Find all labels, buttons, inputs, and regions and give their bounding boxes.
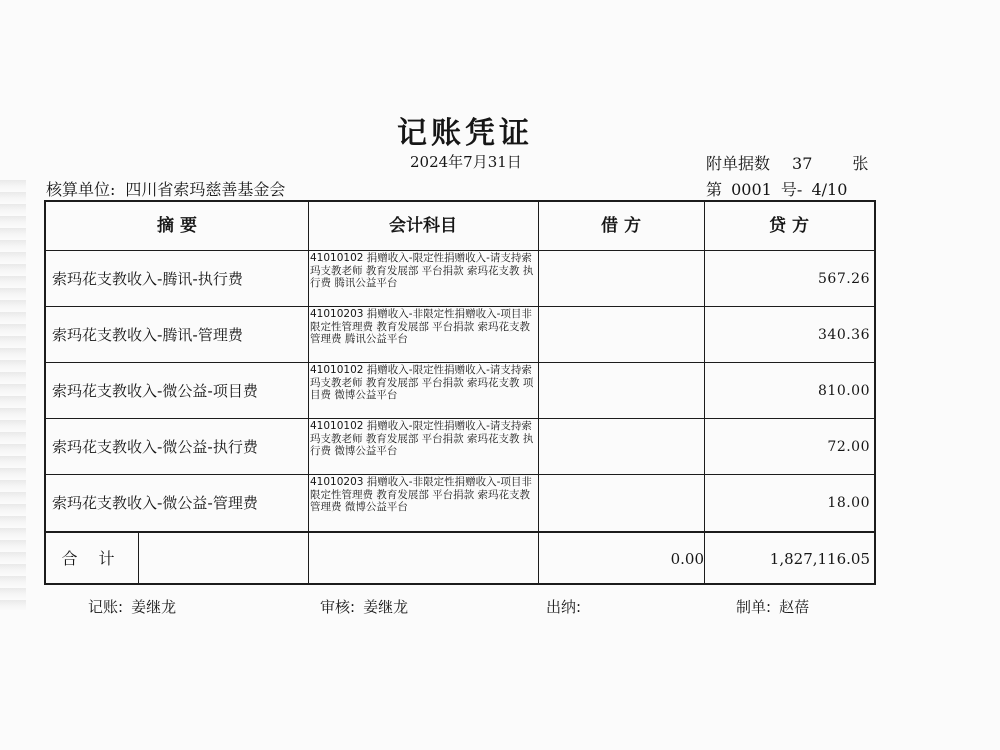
header-credit: 贷 方 [769, 216, 809, 236]
header-debit: 借 方 [601, 216, 641, 236]
bookkeeper [88, 596, 176, 617]
attachment-count [706, 151, 868, 174]
divider [138, 533, 139, 583]
row-debit [540, 251, 704, 307]
row-summary: 索玛花支教收入-微公益-管理费 [52, 494, 258, 512]
divider [704, 202, 705, 583]
voucher-mid: 号- [780, 180, 803, 199]
row-account: 41010203 捐赠收入-非限定性捐赠收入-项目非限定性管理费 教育发展部 平台捐款 索玛花支教 管理费 微博公益平台 [310, 476, 532, 513]
reviewer [320, 596, 408, 617]
row-credit: 340.36 [818, 327, 870, 343]
total-credit: 1,827,116.05 [769, 550, 870, 568]
divider [308, 202, 309, 583]
attachment-label: 附单据数 [706, 154, 771, 173]
bookkeeper-label: 记账: [88, 598, 124, 616]
header-summary: 摘 要 [157, 216, 197, 236]
row-summary: 索玛花支教收入-微公益-项目费 [52, 382, 258, 400]
preparer-name: 赵蓓 [779, 598, 810, 616]
bookkeeper-name: 姜继龙 [131, 598, 177, 616]
reviewer-label: 审核: [320, 598, 356, 616]
voucher-date: 2024年7月31日 [410, 153, 522, 171]
row-credit: 72.00 [827, 439, 870, 455]
row-summary: 索玛花支教收入-腾讯-执行费 [52, 270, 243, 288]
cashier [546, 596, 589, 617]
voucher-prefix: 第 [706, 180, 723, 199]
voucher-number [706, 177, 851, 200]
row-summary: 索玛花支教收入-腾讯-管理费 [52, 326, 243, 344]
row-credit: 567.26 [818, 271, 870, 287]
row-debit [540, 475, 704, 531]
divider [538, 202, 539, 583]
reviewer-name: 姜继龙 [363, 598, 409, 616]
unit-value: 四川省索玛慈善基金会 [125, 180, 286, 199]
total-debit: 0.00 [670, 550, 704, 568]
voucher-page: 4/10 [811, 180, 848, 199]
row-credit: 18.00 [827, 495, 870, 511]
attachment-unit: 张 [852, 154, 869, 173]
header-account: 会计科目 [389, 216, 457, 236]
row-summary: 索玛花支教收入-微公益-执行费 [52, 438, 258, 456]
row-account: 41010102 捐赠收入-限定性捐赠收入-请支持索玛支教老师 教育发展部 平台捐款 索玛花支教 项目费 微博公益平台 [310, 364, 534, 401]
row-debit [540, 419, 704, 475]
row-debit [540, 363, 704, 419]
document-title: 记账凭证 [397, 116, 533, 151]
row-account: 41010203 捐赠收入-非限定性捐赠收入-项目非限定性管理费 教育发展部 平台捐款 索玛花支教 管理费 腾讯公益平台 [310, 308, 532, 345]
row-credit: 810.00 [818, 383, 870, 399]
scan-shadow [0, 180, 26, 610]
cashier-label: 出纳: [546, 598, 582, 616]
accounting-unit [46, 177, 285, 200]
unit-label: 核算单位: [46, 180, 116, 199]
attachment-number: 37 [792, 154, 813, 173]
total-label: 合 计 [61, 549, 123, 568]
preparer [736, 596, 809, 617]
preparer-label: 制单: [736, 598, 772, 616]
row-account: 41010102 捐赠收入-限定性捐赠收入-请支持索玛支教老师 教育发展部 平台捐款 索玛花支教 执行费 微博公益平台 [310, 420, 534, 457]
voucher-no-value: 0001 [731, 180, 772, 199]
row-debit [540, 307, 704, 363]
voucher-table [44, 200, 876, 585]
row-account: 41010102 捐赠收入-限定性捐赠收入-请支持索玛支教老师 教育发展部 平台捐款 索玛花支教 执行费 腾讯公益平台 [310, 252, 534, 289]
